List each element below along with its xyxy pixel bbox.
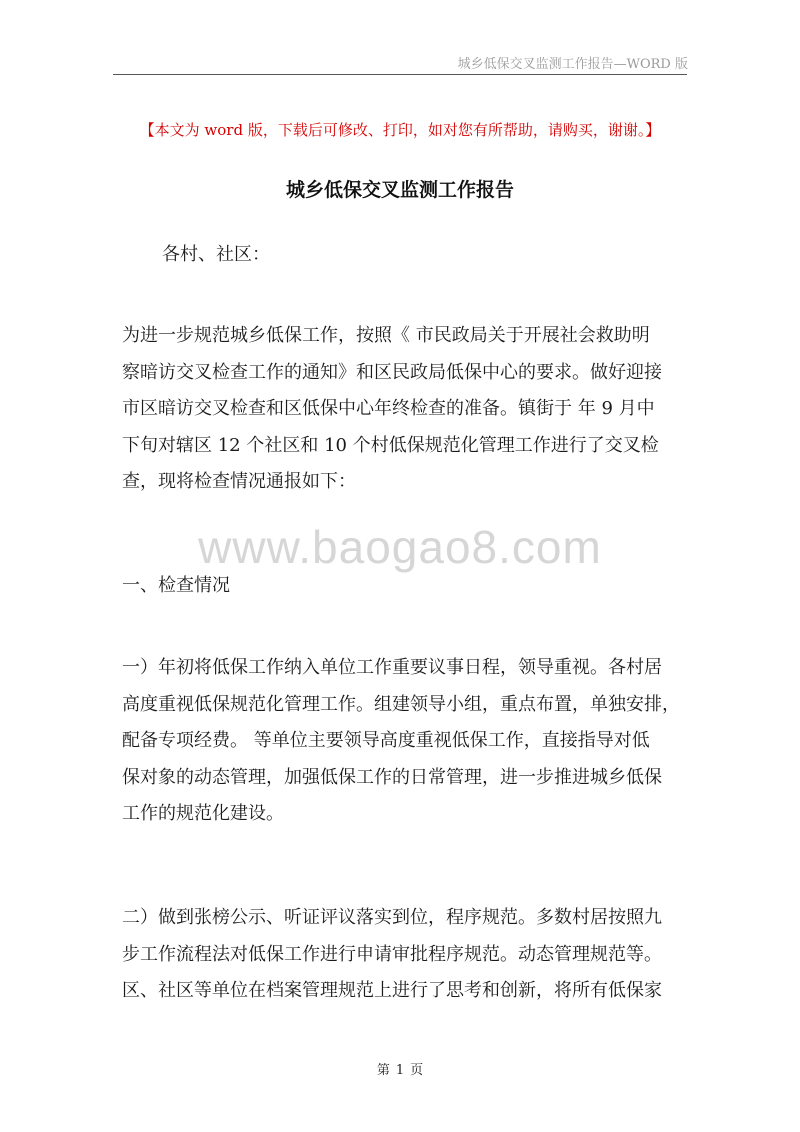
running-header: 城乡低保交叉监测工作报告—WORD 版 — [457, 57, 688, 72]
document-title: 城乡低保交叉监测工作报告 — [285, 179, 514, 201]
watermark: www.baogao8.com — [198, 521, 602, 573]
page-number: 1 — [395, 1063, 405, 1078]
text-line: 一）年初将低保工作纳入单位工作重要议事日程，领导重视。各村居 — [122, 657, 662, 678]
text-line: 为进一步规范城乡低保工作，按照《 市民政局关于开展社会救助明 — [122, 325, 650, 346]
purchase-notice: 【本文为 word 版，下载后可修改、打印，如对您有所帮助，请购买，谢谢。】 — [139, 121, 661, 139]
text-line: 下旬对辖区 12 个社区和 10 个村低保规范化管理工作进行了交叉检 — [122, 434, 659, 456]
text-line: 保对象的动态管理，加强低保工作的日常管理，进一步推进城乡低保 — [122, 766, 662, 788]
text-line: 步工作流程法对低保工作进行申请审批程序规范。动态管理规范等。 — [122, 943, 662, 965]
paragraph-item-2 — [122, 900, 692, 1010]
text-line: 区、社区等单位在档案管理规范上进行了思考和创新，将所有低保家 — [122, 980, 662, 1001]
text-line: 查，现将检查情况通报如下： — [122, 471, 356, 492]
page-footer — [0, 1059, 800, 1078]
text-line: 工作的规范化建设。 — [122, 803, 284, 824]
paragraph-intro — [122, 318, 692, 501]
page-prefix: 第 — [376, 1063, 390, 1078]
header-divider — [113, 74, 687, 75]
text-line: 配备专项经费。 等单位主要领导高度重视低保工作，直接指导对低 — [122, 730, 650, 751]
text-line: 高度重视低保规范化管理工作。组建领导小组，重点布置，单独安排， — [122, 693, 680, 715]
paragraph-item-1 — [122, 650, 692, 833]
page-suffix: 页 — [410, 1063, 424, 1078]
text-line: 二）做到张榜公示、听证评议落实到位，程序规范。多数村居按照九 — [122, 907, 662, 928]
salutation: 各村、社区： — [162, 244, 270, 265]
text-line: 市区暗访交叉检查和区低保中心年终检查的准备。镇街于 年 9 月中 — [122, 398, 655, 419]
text-line: 察暗访交叉检查工作的通知》和区民政局低保中心的要求。做好迎接 — [122, 361, 662, 383]
section-heading: 一、检查情况 — [122, 575, 230, 596]
